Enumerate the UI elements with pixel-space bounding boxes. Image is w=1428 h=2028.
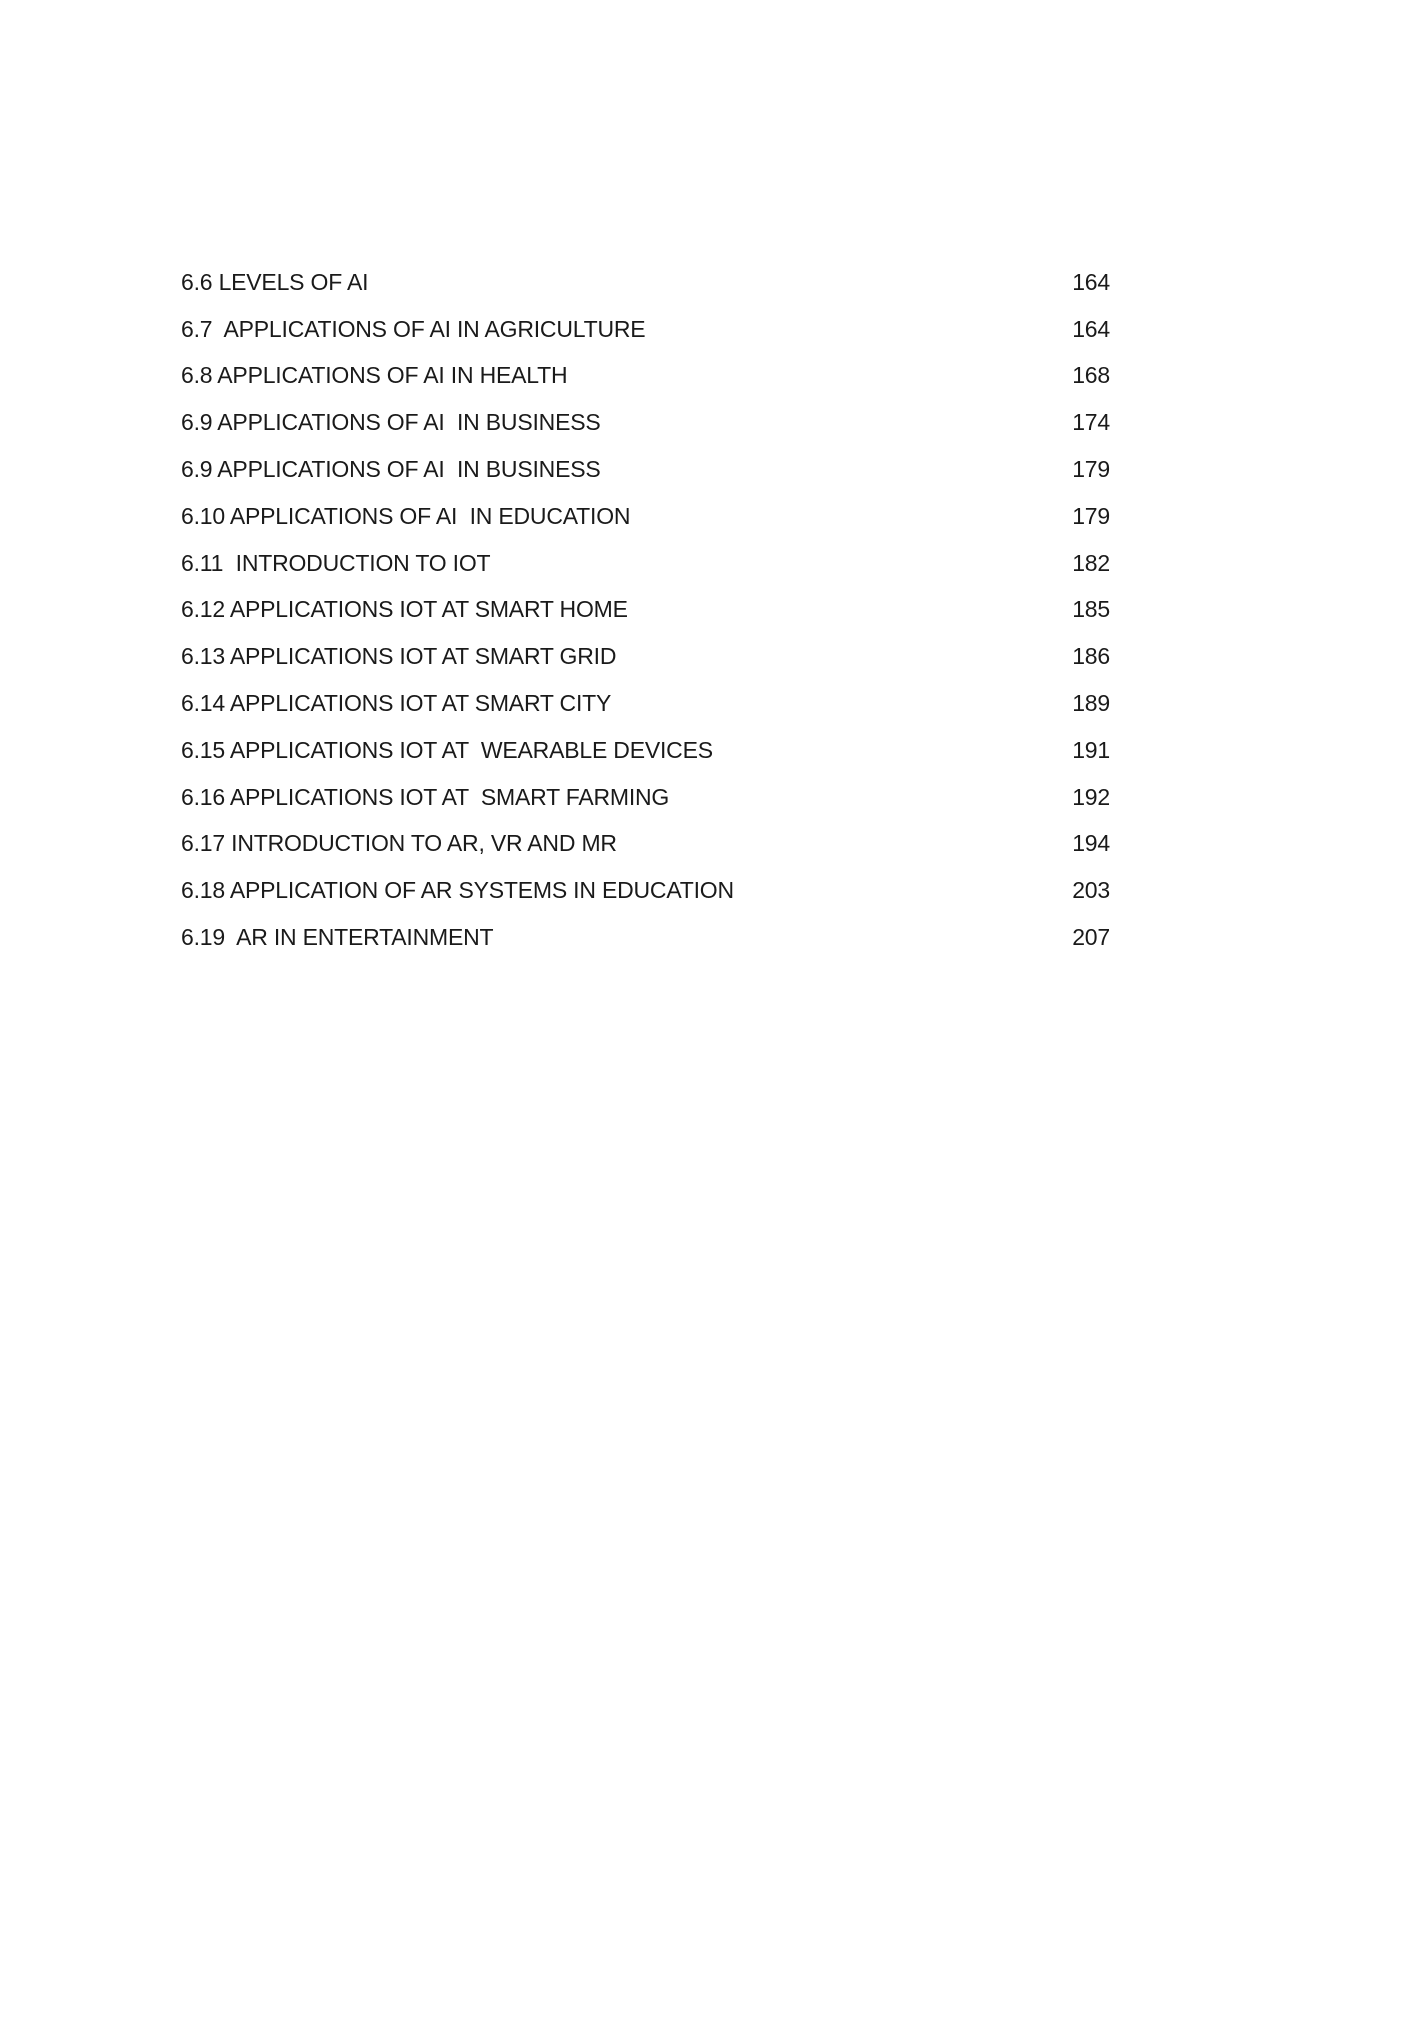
toc-entry-page: 203 [1072,877,1110,904]
toc-entry [181,353,1110,400]
toc-entry-title: 6.18 APPLICATION OF AR SYSTEMS IN EDUCATION [181,877,734,904]
toc-entry-page: 164 [1072,315,1110,342]
toc-entry-page: 182 [1072,549,1110,576]
toc-entry-page: 189 [1072,690,1110,717]
toc-entry [181,306,1110,353]
toc-entry-page: 168 [1072,362,1110,389]
toc-entry [181,774,1110,821]
toc-entry [181,446,1110,493]
toc-entry-title: 6.8 APPLICATIONS OF AI IN HEALTH [181,362,568,389]
toc-entry-title: 6.14 APPLICATIONS IOT AT SMART CITY [181,690,612,717]
toc-entry [181,399,1110,446]
toc-entry [181,680,1110,727]
toc-entry-page: 191 [1072,736,1110,763]
toc-entry [181,633,1110,680]
toc-entry-title: 6.11 INTRODUCTION TO IOT [181,549,491,576]
toc-entry [181,540,1110,587]
toc-entry-page: 207 [1072,924,1110,951]
toc-entry [181,914,1110,961]
toc-entry [181,493,1110,540]
toc-entry [181,821,1110,868]
toc-entry-title: 6.17 INTRODUCTION TO AR, VR AND MR [181,830,617,857]
toc-entry-page: 164 [1072,268,1110,295]
toc-entry-page: 194 [1072,830,1110,857]
toc-entry-title: 6.19 AR IN ENTERTAINMENT [181,924,494,951]
toc-entry-page: 179 [1072,456,1110,483]
table-of-contents [181,259,1110,961]
toc-entry-page: 174 [1072,409,1110,436]
toc-entry [181,727,1110,774]
toc-entry-title: 6.6 LEVELS OF AI [181,268,369,295]
toc-entry-page: 179 [1072,502,1110,529]
toc-entry-page: 192 [1072,783,1110,810]
toc-entry-title: 6.9 APPLICATIONS OF AI IN BUSINESS [181,456,601,483]
toc-entry-page: 185 [1072,596,1110,623]
toc-entry-title: 6.16 APPLICATIONS IOT AT SMART FARMING [181,783,670,810]
toc-entry-title: 6.12 APPLICATIONS IOT AT SMART HOME [181,596,628,623]
toc-entry-title: 6.9 APPLICATIONS OF AI IN BUSINESS [181,409,601,436]
toc-entry [181,587,1110,634]
toc-entry-page: 186 [1072,643,1110,670]
toc-entry [181,867,1110,914]
toc-entry-title: 6.13 APPLICATIONS IOT AT SMART GRID [181,643,617,670]
toc-entry-title: 6.15 APPLICATIONS IOT AT WEARABLE DEVICES [181,736,713,763]
toc-entry-title: 6.7 APPLICATIONS OF AI IN AGRICULTURE [181,315,646,342]
toc-entry [181,259,1110,306]
toc-entry-title: 6.10 APPLICATIONS OF AI IN EDUCATION [181,502,631,529]
